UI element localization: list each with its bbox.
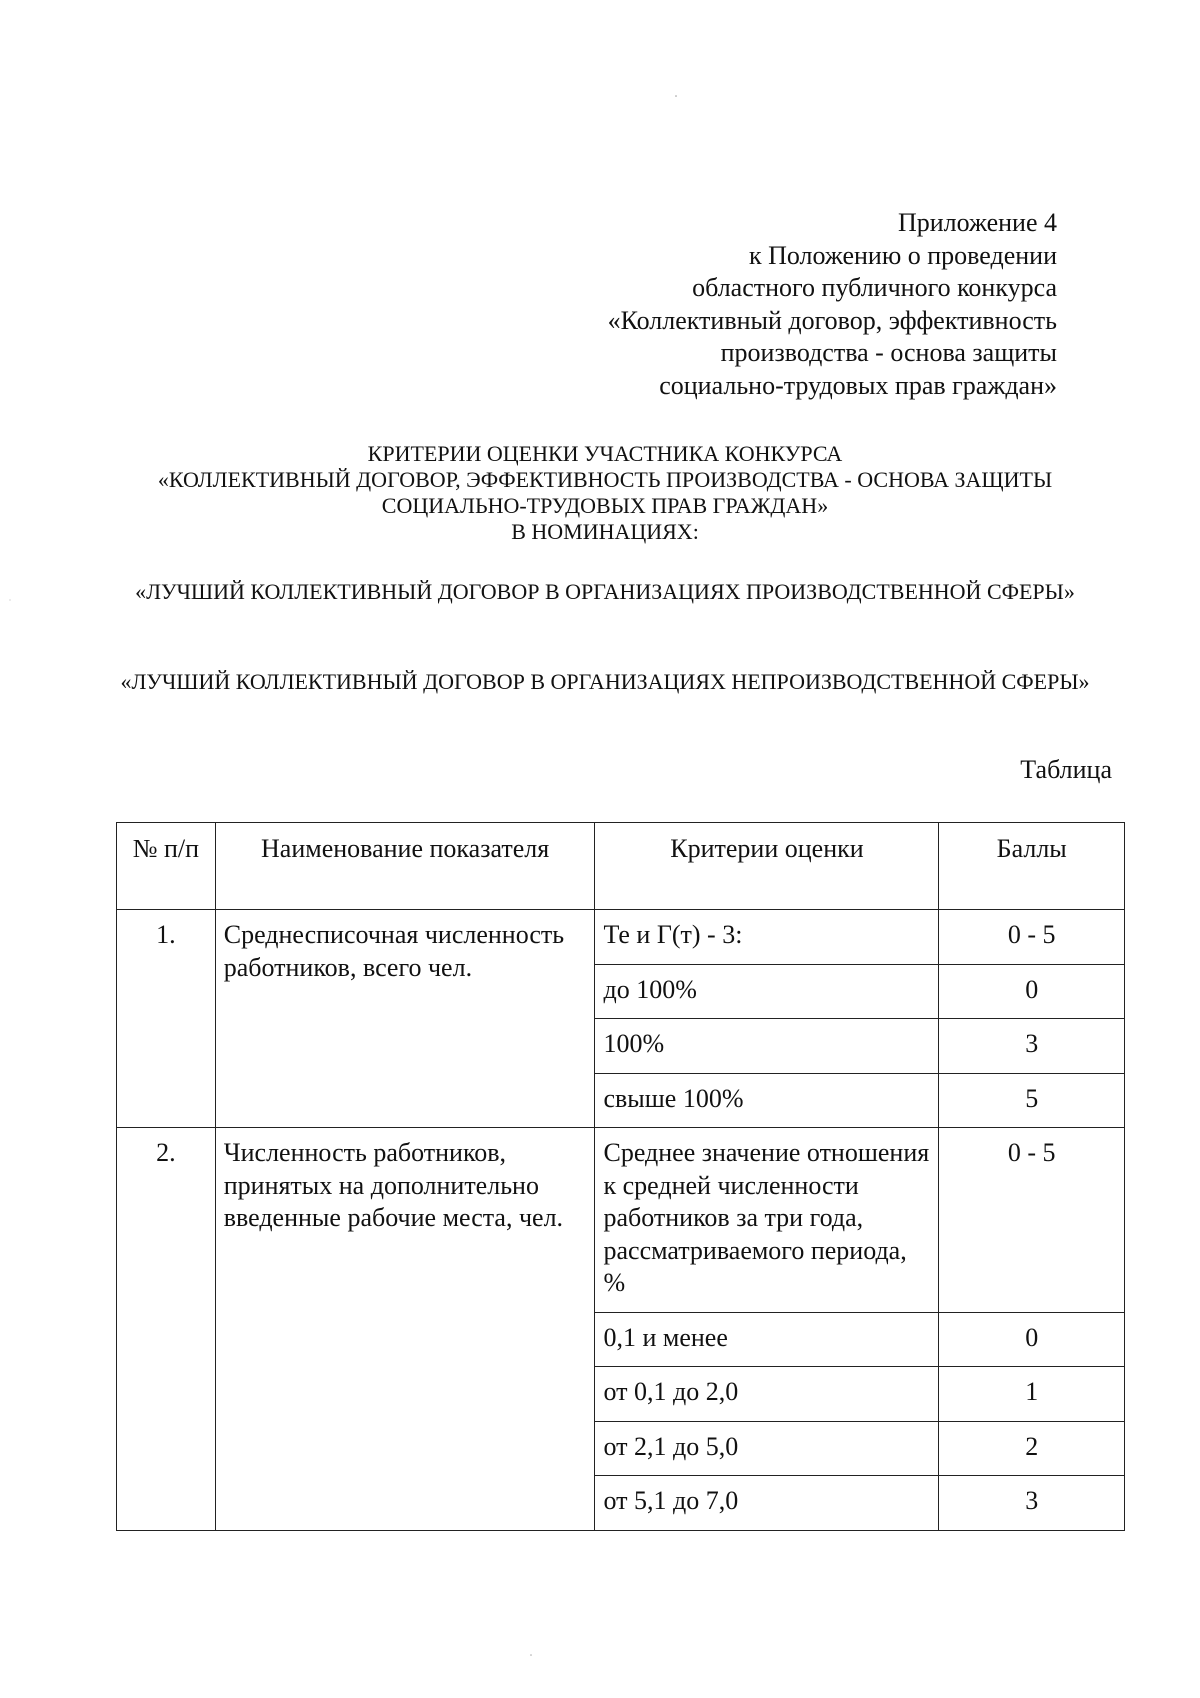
header-criteria: Критерии оценки: [595, 823, 939, 910]
criterion-text: Среднее значение отношения к средней численности работников за три года, рассматриваемого периода, %: [595, 1128, 939, 1313]
table-row: [117, 910, 1125, 965]
row-number: 2.: [117, 1128, 216, 1531]
title-line: В НОМИНАЦИЯХ:: [511, 519, 699, 544]
table-row: [117, 1128, 1125, 1313]
criteria-table: [116, 822, 1125, 1531]
header-indicator-name: Наименование показателя: [215, 823, 595, 910]
appendix-line: «Коллективный договор, эффективность: [607, 305, 1057, 335]
indicator-name: Среднесписочная численность работников, всего чел.: [215, 910, 595, 1128]
criterion-points: 2: [939, 1421, 1125, 1476]
criterion-text: до 100%: [595, 964, 939, 1019]
title-line: КРИТЕРИИ ОЦЕНКИ УЧАСТНИКА КОНКУРСА: [367, 441, 843, 466]
appendix-line: производства - основа защиты: [720, 338, 1057, 367]
criterion-text: от 5,1 до 7,0: [595, 1476, 939, 1531]
criterion-points: 0 - 5: [939, 910, 1125, 965]
criterion-points: 3: [939, 1476, 1125, 1531]
criterion-points: 0 - 5: [939, 1128, 1125, 1313]
title-line: СОЦИАЛЬНО-ТРУДОВЫХ ПРАВ ГРАЖДАН»: [381, 493, 829, 518]
criterion-text: Те и Г(т) - 3:: [595, 910, 939, 965]
appendix-line: областного публичного конкурса: [692, 273, 1057, 302]
title-line: «КОЛЛЕКТИВНЫЙ ДОГОВОР, ЭФФЕКТИВНОСТЬ ПРОИЗВОДСТВА - ОСНОВА ЗАЩИТЫ: [157, 467, 1053, 492]
criterion-text: от 2,1 до 5,0: [595, 1421, 939, 1476]
criterion-points: 3: [939, 1019, 1125, 1074]
criterion-text: от 0,1 до 2,0: [595, 1367, 939, 1422]
nomination-production: «ЛУЧШИЙ КОЛЛЕКТИВНЫЙ ДОГОВОР В ОРГАНИЗАЦИЯХ ПРОИЗВОДСТВЕННОЙ СФЕРЫ»: [135, 579, 1075, 604]
appendix-line: социально-трудовых прав граждан»: [659, 370, 1057, 400]
table-caption: Таблица: [1020, 755, 1112, 784]
header-number: № п/п: [117, 823, 216, 910]
criterion-points: 5: [939, 1073, 1125, 1128]
appendix-reference: [608, 207, 1057, 402]
row-number: 1.: [117, 910, 216, 1128]
appendix-line: к Положению о проведении: [748, 240, 1057, 270]
criterion-text: 0,1 и менее: [595, 1312, 939, 1367]
criterion-points: 0: [939, 964, 1125, 1019]
header-points: Баллы: [939, 823, 1125, 910]
criterion-text: свыше 100%: [595, 1073, 939, 1128]
appendix-line: Приложение 4: [897, 208, 1057, 237]
criterion-text: 100%: [595, 1019, 939, 1074]
criterion-points: 0: [939, 1312, 1125, 1367]
criterion-points: 1: [939, 1367, 1125, 1422]
indicator-name: Численность работников, принятых на дополнительно введенные рабочие места, чел.: [215, 1128, 595, 1531]
nomination-non-production: «ЛУЧШИЙ КОЛЛЕКТИВНЫЙ ДОГОВОР В ОРГАНИЗАЦИЯХ НЕПРОИЗВОДСТВЕННОЙ СФЕРЫ»: [120, 669, 1090, 694]
document-title: [100, 441, 1110, 545]
table-header-row: [117, 823, 1125, 910]
